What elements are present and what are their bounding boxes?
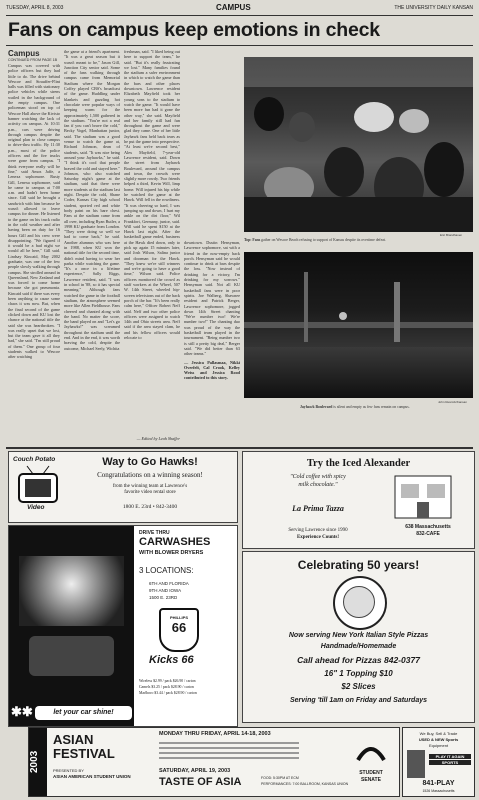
- carwash-loc3: 1500 E. 23RD: [149, 595, 178, 600]
- photo1-credit: Eric Brandhaven: [440, 233, 463, 237]
- senate-label2: SENATE: [361, 777, 381, 783]
- page-header: [6, 3, 473, 16]
- pias-logo1: PLAY IT AGAIN: [429, 754, 471, 759]
- pizza-line4: 16" 1 Topping $10: [324, 669, 393, 678]
- couch-potato-logo: [13, 456, 63, 516]
- play-it-again-sports-ad: [402, 727, 475, 797]
- ad-divider: [6, 447, 473, 449]
- column-1-text: Campus was covered with police officers but they had little to do. The drive behind Wescoe and Strauffer-Flint halls was filled with stationary police vehicles while sirens wailed in the background of the empty campus. One policeman stood on top of Wescoe Hall above the Kivisto banner watching the lack of activity on campus. At 10:31 p.m., cars were driving through campus despite the original plan to close campus to drive-thru traffic. By 11:30 p.m., most of the police officers and the fire trucks were gone from campus. "I think everyone really will be fine," said Amos Jaffe, a Lenexa sophomore. Rusty Gill, Lenexa sophomore, said he came to campus at 7:00 a.m. and hadn't been home since. Gill said he brought a sandwich with him because he wasn't allowed to leave campus for dinner. He listened to the game on his truck radio in the cold weather and after having been on duty for 16 hours Gill and his crew were disappointing. "We figured if it would be a bad night we would all be here," Gill said. Lindsay Kincaid, May 2002 graduate, was one of the few people slowly walking through campus. She strolled around in Queensland, New Zealand and was forced to come home because she got pneumonia. Kincaid said if there was every been anything to cause some chaos it was now. But, when the final second of the game clicked down and KU lost the chance at the national title the said she was heartbroken. "I was really upset that we lost, but the team gave it all they had," she said. "I'm still proud of them." One group of four students walked to Wescoe after watching: [8, 63, 60, 360]
- pizza-title: Celebrating 50 years!: [297, 558, 420, 572]
- pizza-line6: Serving 'till 1am on Friday and Saturdays: [289, 697, 428, 704]
- carwash-loc1: 6TH AND FLORIDA: [149, 581, 189, 586]
- sparkle-icon: ✱✱: [11, 704, 33, 719]
- couch-potato-ad: [8, 451, 238, 523]
- column-2-text: the game at a friend's apartment. "It was a great season but it wasn't meant to be," Jason Gill, Junction City senior said. Some of the fans walking through campus came from Memorial Stadium where the Morgan Coffey played CBS's broadcast of the game. Huddling under blankets and guzzling hot chocolate were popular ways of keeping warm for the approximately 1,500 gathered in the stadium. "You're not a real fan if you can't brave the cold," Becky Vogel, Manhattan junior, said. The stadium was a good venue to watch the game at, Richard Johnson, dean of students, said. "It was nice being around your Jayhawks," he said. "I think it's cool that people braved the cold and stayed here." Johnson, who also watched Saturday night's game at the stadium, said that there were more students at the stadium last night. Despite the cold, Shane Coder, Kansas City high school student, sported red and white body paint on his bare chest. Fans at the stadium came from all over, including Ryan Butler, a 1998 KU graduate from London. "They were doing so well we had to come back," he said. Another alumnus who was here in 1988, when KU won the national title for the second time, didn't mind having to wear her parka while watching the game. "It's a once in a lifetime experience," Sally Riggs, Lawrence resident, said. "I was in school in '88, so it has special meaning." Although fans watched the game in the football stadium, the atmosphere seemed more like Allen Fieldhouse. Fans cheered and chanted along with the band. No matter the score, the band played on and "Let's go Jayhawks!" was screamed throughout the stadium until the end. And in the end, it was worth braving the cold, despite the outcome, Michael Seely, Wichita: [64, 49, 120, 351]
- pias-logo2: SPORTS: [429, 760, 471, 765]
- article-column-4: [184, 57, 240, 445]
- carwash-title2: CARWASHES: [139, 536, 211, 548]
- cafe-storefront-icon: [393, 472, 453, 520]
- carwash-locs: 3 LOCATIONS:: [139, 566, 194, 575]
- carwash-prices: [139, 678, 233, 696]
- couch-potato-from1: from the winning team at Lawrence's: [112, 484, 188, 489]
- asian-fest-saturday: SATURDAY, APRIL 19, 2003: [159, 768, 231, 774]
- header-date: TUESDAY, APRIL 8, 2003: [6, 5, 64, 11]
- couch-potato-addr: 1800 E. 23rd • 842-3400: [122, 504, 178, 510]
- student-senate-logo: [354, 736, 388, 766]
- asian-fest-perf: PERFORMANCES: 7:00 BALLROOM, KANSAS UNION: [261, 782, 349, 786]
- carwash-loc2: 9TH AND IOWA: [149, 588, 182, 593]
- phillips66-shield-icon: [159, 608, 199, 652]
- price-line-3: Marlboro $3.44 / pack $28.90 / carton: [139, 691, 197, 695]
- article-column-1: [8, 49, 60, 445]
- couch-potato-logo-video: Video: [27, 504, 45, 511]
- pizza-ad: [242, 551, 475, 723]
- alexander-since: Serving Lawrence since 1990: [288, 528, 348, 533]
- crowd-photo: [244, 57, 473, 232]
- photo2-caption-text: is silent and empty as few fans remain on campus.: [333, 405, 410, 409]
- header-section: CAMPUS: [216, 3, 251, 12]
- asian-fest-taste: TASTE OF ASIA: [159, 776, 242, 788]
- alexander-brand: La Prima Tazza: [292, 504, 344, 513]
- asian-fest-title1: ASIAN: [53, 732, 94, 747]
- headline: Fans on campus keep emotions in check: [8, 19, 380, 41]
- asian-fest-food: FOOD: 5:30PM AT ECM: [261, 776, 299, 780]
- pias-addr: 1526 Massachusetts: [422, 789, 455, 793]
- asian-fest-schedule: [159, 739, 299, 765]
- asian-fest-year: 2003: [29, 728, 47, 796]
- kicks66-logo: Kicks 66: [149, 654, 194, 666]
- alexander-title: Try the Iced Alexander: [306, 458, 411, 469]
- athlete-silhouette-icon: [407, 750, 425, 778]
- couch-potato-logo-text: Couch Potato: [13, 456, 56, 463]
- pias-line3: Equipment: [428, 743, 449, 748]
- contributors-credit: — Jessica Pallasmaa, Nikki Overfelt, Cal Crook, Kelley Weiss and Jessica Rood contributed to this story.: [184, 359, 240, 381]
- empty-street-photo: [244, 252, 473, 398]
- column-4-text: downtown. Dustin Hensyman, Lawrence sophomore, sat with a friend in the now-empty back porch. Hensyman said he would continue to drink at bars despite the loss. "Now instead of drinking for a victory, I'm drinking for my sorrows." Hensyman said. Not all KU basketball fans were in poor spirits. Joe Walberg, Shawnee resident and Patrick Berger, Lawrence sophomore, jogged down 14th Street chanting "We're number two! We're number two!" The chanting duo was proud of the way the basketball team played in the tournament. "Being number two is still a pretty big deal," Berger said. "We did better than 63 other teams.": [184, 240, 240, 357]
- alexander-quote2: milk chocolate.": [298, 482, 338, 488]
- price-line-1: Wireless $2.99 / pack $26.90 / carton: [139, 679, 196, 683]
- photo2-caption-lead: Jayhawk Boulevard: [300, 405, 333, 409]
- photo2-caption: [300, 405, 473, 410]
- pias-line1: We Buy, Sell & Trade: [419, 731, 458, 736]
- pizza-line3: Call ahead for Pizzas 842-0377: [297, 655, 420, 665]
- alexander-quote1: "Cold coffee with spicy: [290, 474, 346, 480]
- carwash-ad: [8, 525, 238, 727]
- asian-fest-presented: PRESENTED BY: [53, 768, 84, 773]
- asian-fest-dates: MONDAY THRU FRIDAY, APRIL 14-18, 2003: [159, 731, 271, 737]
- asian-fest-org: ASIAN AMERICAN STUDENT UNION: [53, 774, 131, 779]
- pizza-line2: Handmade/Homemade: [320, 643, 397, 650]
- alexander-addr2: 832-CAFE: [416, 531, 440, 537]
- kicker-label: Campus: [8, 49, 40, 58]
- pias-line2: USED & NEW Sports: [418, 737, 459, 742]
- edit-note: — Edited by Leah Shaffer: [136, 436, 180, 441]
- carwash-title3: WITH BLOWER DRYERS: [139, 550, 204, 556]
- kicker-continued: CONTINUED FROM PAGE 1B: [8, 58, 58, 62]
- price-line-2: Camels $3.25 / pack $28.90 / carton: [139, 685, 194, 689]
- photo1-caption: [244, 238, 473, 243]
- couch-potato-title: Way to Go Hawks!: [102, 456, 198, 468]
- photo1-caption-lead: Top: Fans: [244, 238, 261, 242]
- phillips-66: 66: [171, 620, 187, 635]
- couch-potato-from2: favorite video rental store: [124, 490, 176, 495]
- pizza-line1: Now serving New York Italian Style Pizzas: [288, 632, 429, 639]
- column-3-text: freshman, said. "I liked being out here to support the team," he said. "But it's really frustrating we lost." Many families found the stadium a safer environment in which to watch the game than the bars and other places downtown. Lawrence resident Elizabeth Mayfield took her young sons to the stadium to watch the game. "It would have been more fun had it gone the other way," she said. Mayfield and her family still had fun throughout the game and were glad they came. One of her little Jayhawk fans held back tears as he put the game into perspective. "At least we're second best," Alex Mayfield, 7-year-old Lawrence resident, said. Down the street from Jayhawk Boulevard, around the campus and town, the crowds were slightly more rowdy. Two friends helped a third, Kevin Will, limp home. Will injured his hip while he watched the game at the Hawk. Will fell in the rowdiness. "It was cheering so hard, I was jumping up and down, I hurt my ankle on the dirt floor," Wil Frankfort, Germany, junior, said. Will said he spent $150 at the Hawk last night. After the basketball game ended, business at the Hawk died down, only to pick up again 15 minutes later, said Josh Wilson, Salina junior and doorman for the Hawk. "They knew we're still winners and we're going to have a good time," Wilson said. Police officers monitored the crowd as staff workers at the Wheel, 507 W. 14th Street, wheeled hip-screen televisions out of the back porch of the bar. "It's been really calm here," Officer Robert Neff said. Neff and two other police officers were assigned to watch 14th and Ohio streets area. Neff said if the area stayed clam, he and his fellow officers would relocate to: [124, 49, 180, 341]
- asian-fest-title2: FESTIVAL: [53, 746, 115, 761]
- phillips-label: PHILLIPS: [169, 615, 188, 620]
- carwash-photo: [9, 526, 134, 726]
- header-paper: THE UNIVERSITY DAILY KANSAN: [394, 5, 473, 11]
- senate-swoosh-icon: [354, 736, 388, 766]
- pizza-line5: $2 Slices: [341, 682, 376, 691]
- couch-potato-sub: Congratulations on a winning season!: [97, 471, 203, 479]
- carwash-shine: let your car shine!: [35, 706, 132, 720]
- pias-phone: 841-PLAY: [422, 780, 455, 787]
- pizza-seal-icon: [333, 576, 387, 630]
- alexander-tag: Experience Counts!: [296, 535, 340, 540]
- photo1-caption-text: gather on Wescoe Beach refusing to support of Kansas despite its overtime defeat.: [261, 238, 386, 242]
- photo2-credit: John Resnick/Kansan: [438, 400, 468, 404]
- senate-label1: STUDENT: [359, 770, 383, 776]
- article-column-2: [64, 49, 120, 445]
- la-prima-tazza-ad: [242, 451, 475, 549]
- carwash-title1: DRIVE THRU: [139, 530, 170, 536]
- article-column-3: [124, 49, 180, 434]
- asian-festival-ad: [28, 727, 400, 797]
- headline-rule: [6, 45, 473, 46]
- alexander-addr1: 638 Massachusetts: [405, 524, 451, 530]
